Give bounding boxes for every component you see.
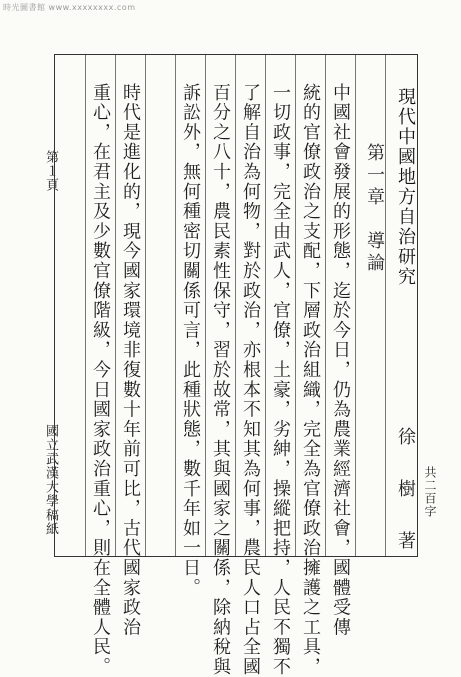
top-strip [0,0,461,16]
text-line: 一切政事，完全由武人，官僚，土豪，劣紳，操縱把持，人民不獨不 [270,83,291,677]
document-title: 現代中國地方自治研究 [395,87,416,287]
column-rule [325,55,326,556]
column-rule [355,55,356,556]
text-line: 了解自治為何物，對於政治，亦根本不知其為何事，農民人口占全國 [240,83,261,677]
column-rule [145,55,146,556]
manuscript-grid [54,54,418,677]
text-line: 統的官僚政治之支配，下層政治組織，完全為官僚政治擁護之工具， [300,83,321,677]
text-line: 重心，在君主及少數官僚階級，今日國家政治重心，則在全體人民。 [90,83,111,677]
column-rule [265,55,266,556]
publisher-label: 國立武漢大學稿紙 [43,424,58,536]
author-name: 徐 樹 著 [395,427,416,557]
watermark-text: 時光圖書館 www.xxxxxxxx.com [3,3,136,12]
page-number: 第１頁 [43,150,58,192]
text-line: 中國社會發展的形態，迄於今日，仍為農業經濟社會，國體受傳 [330,83,351,638]
column-rule [295,55,296,556]
chapter-heading: 第一章 導論 [364,143,385,275]
text-line: 百分之八十，農民素性保守，習於故常，其與國家之關係，除納稅與 [210,83,231,677]
manuscript-sheet [43,32,437,677]
column-rule [175,55,176,556]
column-rule [115,55,116,556]
column-rule [85,55,86,556]
word-count: 共二百字 [423,466,437,518]
column-rule [235,55,236,556]
text-line: 訴訟外，無何種密切關係可言，此種狀態，數千年如一日。 [180,83,201,598]
column-rule [205,55,206,556]
column-rule [385,55,386,556]
text-line: 時代是進化的，現今國家環境非復數十年前可比，古代國家政治 [120,83,141,638]
